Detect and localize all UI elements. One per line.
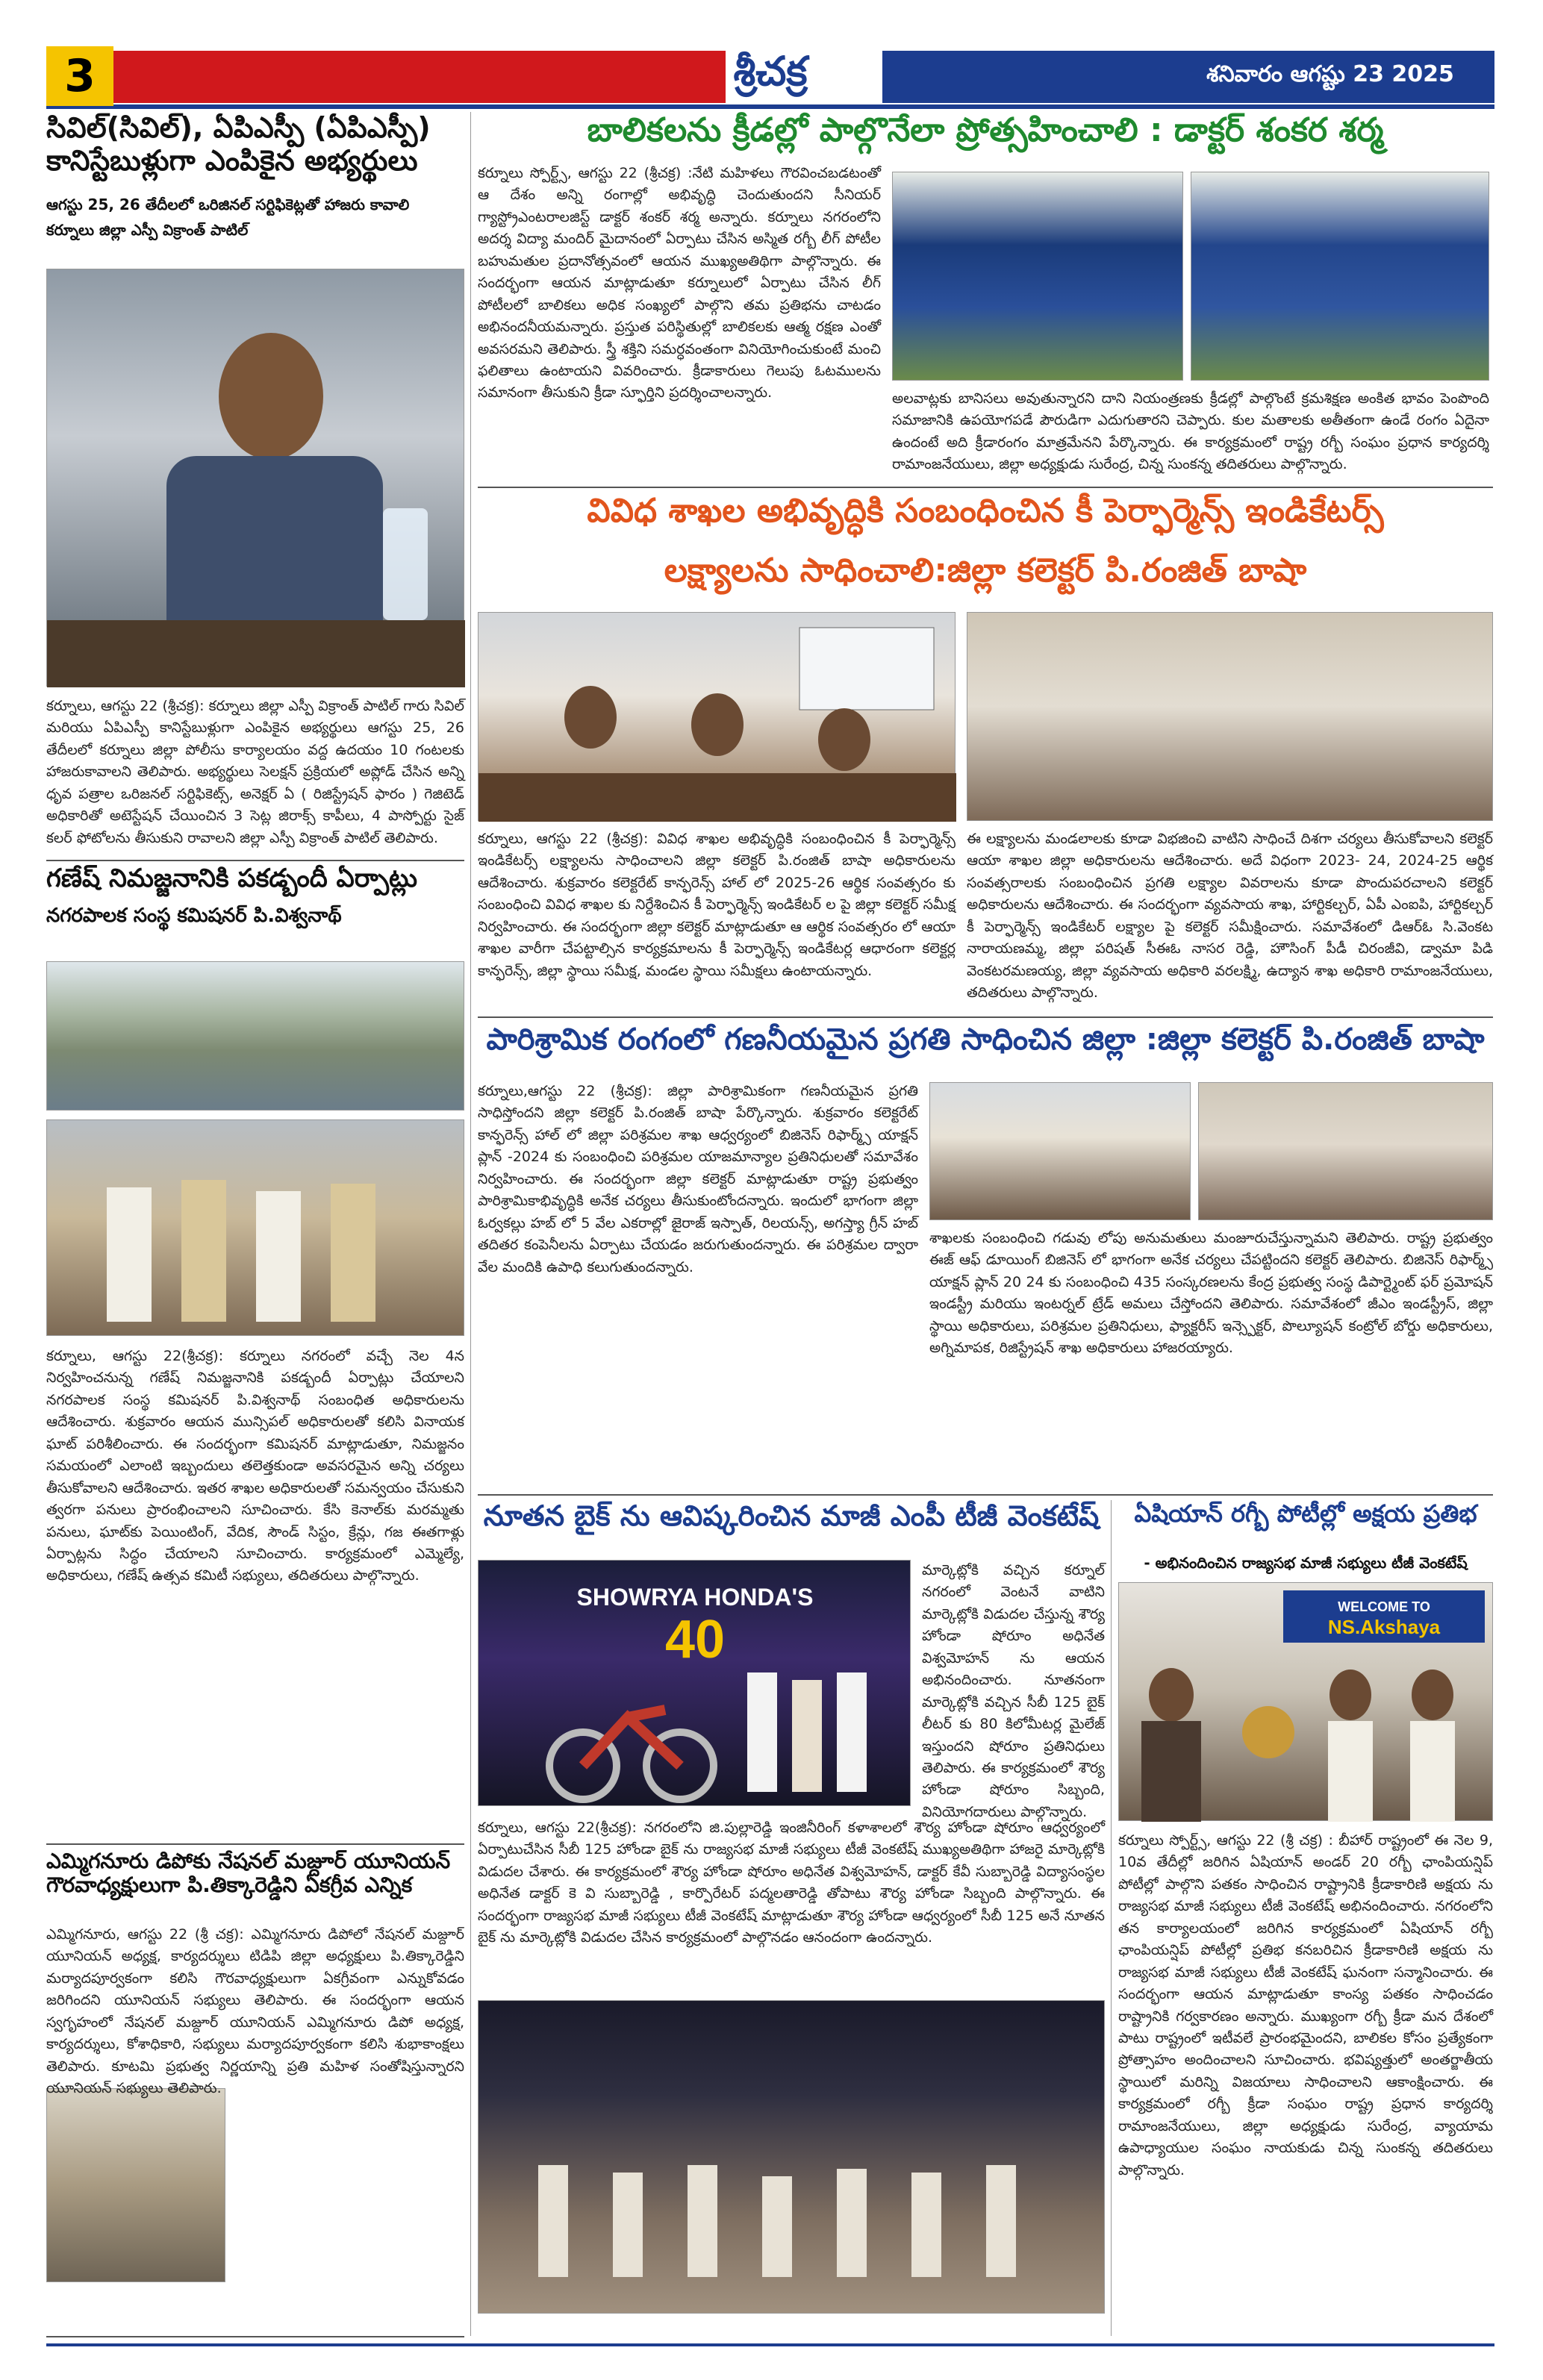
industrial-meeting-photo <box>929 1082 1191 1220</box>
union-photo <box>46 2088 225 2282</box>
masthead-red-band <box>113 51 726 103</box>
divider <box>478 487 1493 488</box>
article-headline-line2: లక్ష్యాలను సాధించాలి:జిల్లా కలెక్టర్ పి.రంజిత్ బాషా <box>664 552 1307 590</box>
article-kpi <box>478 493 1493 1015</box>
inspection-photo <box>46 1119 464 1336</box>
bike-launch-photo <box>478 1560 911 1806</box>
newspaper-logo: శ్రీచక్ర <box>733 47 808 95</box>
article-body-continued: అలవాట్లకు బానిసలు అవుతున్నారని దాని నియంత్రణకు క్రీడల్లో పాల్గొంటే క్రమశిక్షణ అంకిత భావం పెంపొంది సమాజానికి ఉపయోగపడే పౌరుడిగా ఎదుగుతారని చెప్పారు. కుల మతాలకు అతీతంగా ఉండే రంగం ఏదైనా ఉందంటే అది క్రీడారంగం మాత్రమేనని పేర్కొన్నారు. ఈ కార్యక్రమంలో రాష్ట్ర రగ్బీ సంఘం ప్రధాన కార్యదర్శి రామాంజనేయులు, జిల్లా అధ్యక్షుడు సురేంద్ర, చిన్న సుంకన్న తదితరులు పాల్గొన్నారు. <box>892 390 1489 473</box>
article-headline: బాలికలను క్రీడల్లో పాల్గొనేలా ప్రోత్సహించాలి : డాక్టర్ శంకర శర్మ <box>587 111 1384 149</box>
divider <box>478 1494 1493 1496</box>
article-headline: ఏషియాన్ రగ్బీ పోటీల్లో అక్షయ ప్రతిభ <box>1134 1499 1477 1528</box>
article-body: కర్నూలు, ఆగస్టు 22(శ్రీచక్ర): కర్నూలు నగరంలో వచ్చే నెల 4న నిర్వహించనున్న గణేష్ నిమజ్జనానికి పకడ్బందీ ఏర్పాట్లు చేయాలని నగరపాలక సంస్థ కమిషనర్ పి.విశ్వనాథ్ సంబంధిత అధికారులను ఆదేశించారు. శుక్రవారం ఆయన మున్సిపల్ అధికారులతో కలిసి వినాయక ఘాట్ పరిశీలించారు. ఈ సందర్భంగా కమిషనర్ మాట్లాడుతూ, నిమజ్జనం సమయంలో ఎలాంటి ఇబ్బందులు తలెత్తకుండా అవసరమైన అన్ని చర్యలు తీసుకోవాలని ఆదేశించారు. ఇతర శాఖల అధికారులతో సమన్వయం చేసుకుని త్వరగా పనులు ప్రారంభించాలని సూచించారు. కేసి కెనాల్‌కు మరమ్మతు పనులు, ఘాట్‌కు పెయింటింగ్, వేదిక, సౌండ్ సిస్టం, క్రేన్లు, గజ ఈతగాళ్లు ఏర్పాట్లను సిద్ధం చేయాలని సూచించారు. కార్యక్రమంలో ఎమ్మెల్యే, అధికారులు, గణేష్ ఉత్సవ కమిటీ సభ్యులు, తదితరులు పాల్గొన్నారు. <box>46 1348 464 1584</box>
article-rugby-akshaya <box>1118 1500 1493 2336</box>
rugby-team-photo <box>892 172 1183 381</box>
column-separator <box>470 112 471 2336</box>
rugby-award-photo <box>1191 172 1489 381</box>
article-body-continued: ఈ లక్ష్యాలను మండలాలకు కూడా విభజించి వాటిని సాధించే దిశగా చర్యలు తీసుకోవాలని కలెక్టర్ ఆయా శాఖల జిల్లా అధికారులను ఆదేశించారు. అదే విధంగా 2023- 24, 2024-25 ఆర్థిక సంవత్సరాలకు సంబంధించిన ప్రగతి లక్ష్యాల వివరాలను కూడా పొందుపరచాలని కలెక్టర్ అధికారులను ఆదేశించారు. ఈ సందర్భంగా వ్యవసాయ శాఖ, హార్టికల్చర్, ఏపీ ఎంఐపి, హార్టికల్చర్ కీ పెర్ఫార్మెన్స్ ఇండికేటర్ లక్ష్యాల పై కలెక్టర్ సమీక్షించారు. సమావేశంలో డిఆర్ఓ సి.వెంకట నారాయణమ్మ, జిల్లా పరిషత్ సీఈఓ నాసర రెడ్డి, హౌసింగ్ పీడీ చిరంజీవి, డ్వామా పిడి వెంకటరమణయ్య, జిల్లా వ్యవసాయ అధికారి వరలక్ష్మి, ఉద్యాన శాఖ అధికారి రామాంజనేయులు, తదితరులు పాల్గొన్నారు. <box>967 831 1493 1002</box>
divider <box>46 860 464 861</box>
article-subhead: - అభినందించిన రాజ్యసభ మాజీ సభ్యులు టీజీ వెంకటేష్ <box>1144 1554 1468 1572</box>
article-union <box>46 1849 464 2334</box>
article-body: కర్నూలు స్పోర్ట్స్, ఆగస్టు 22 (శ్రీచక్ర) :నేటి మహిళలు గౌరవించబడటంతో ఆ దేశం అన్ని రంగాల్లో అభివృద్ధి చెందుతుందని సీనియర్ గ్యాస్ట్రోఎంటరాలజిస్ట్ డాక్టర్ శంకర్ శర్మ అన్నారు. కర్నూలు నగరంలోని అదర్శ విద్యా మందిర్ మైదానంలో ఏర్పాటు చేసిన అస్మిత రగ్బీ లీగ్ పోటీల బహుమతుల ప్రదానోత్సవంలో ఆయన ముఖ్యఅతిథిగా పాల్గొన్నారు. ఈ సందర్భంగా ఆయన మాట్లాడుతూ కర్నూలులో ఏర్పాటు చేసిన లీగ్ పోటీలలో బాలికలు అధిక సంఖ్యలో పాల్గొని తమ ప్రతిభను చాటడం అభినందనీయమన్నారు. ప్రస్తుత పరిస్థితుల్లో బాలికలకు ఆత్మ రక్షణ ఎంతో అవసరమని తెలిపారు. స్త్రీ శక్తిని సమర్ధవంతంగా వినియోగించుకుంటే మంచి ఫలితాలు ఉంటాయని వివరించారు. క్రీడాకారులు గెలుపు ఓటములను సమానంగా తీసుకుని క్రీడా స్ఫూర్తిని ప్రదర్శించాలన్నారు. <box>478 165 881 402</box>
masthead <box>46 46 1494 109</box>
footer-rule <box>46 2343 1494 2346</box>
welcome-banner-name: NS.Akshaya <box>1327 1616 1441 1638</box>
industrial-hall-photo <box>1198 1082 1493 1220</box>
article-body: ఎమ్మిగనూరు, ఆగస్టు 22 (శ్రీ చక్ర): ఎమ్మిగనూరు డిపోలో నేషనల్ మజ్దూర్ యూనియన్ అధ్యక్ష, కార్యదర్శులు టిడిపి జిల్లా అధ్యక్షులు పి.తిక్కారెడ్డిని మర్యాదపూర్వకంగా కలిసి గౌరవాధ్యక్షులుగా ఏకగ్రీవంగా ఎన్నుకోవడం జరిగిందని యూనియన్ సభ్యులు తెలిపారు. ఈ సందర్భంగా ఆయన స్వగృహంలో నేషనల్ మజ్దూర్ యూనియన్ ఎమ్మిగనూరు డిపో అధ్యక్ష, కార్యదర్శులు, కోశాధికారి, సభ్యులు మర్యాదపూర్వకంగా కలిసి శుభాకాంక్షలు తెలిపారు. కూటమి ప్రభుత్వ నిర్ణయాన్ని ప్రతి మహిళ సంతోషిస్తున్నారని యూనియన్ సభ్యులు తెలిపారు. <box>46 1926 464 2097</box>
issue-date: శనివారం ఆగష్టు 23 2025 <box>1206 61 1454 87</box>
article-headline-line1: వివిధ శాఖల అభివృద్ధికి సంబంధించిన కీ పెర్ఫార్మెన్స్ ఇండికేటర్స్ <box>587 492 1384 530</box>
felicitation-photo <box>1118 1582 1493 1821</box>
article-girls-sports <box>478 112 1493 485</box>
article-body: కర్నూలు, ఆగస్టు 22 (శ్రీచక్ర): వివిధ శాఖల అభివృద్ధికి సంబంధించిన కీ పెర్ఫార్మెన్స్ ఇండికేటర్స్ లక్ష్యాలను సాధించాలని జిల్లా కలెక్టర్ పి.రంజిత్ బాషా అధికారులను ఆదేశించారు. శుక్రవారం కలెక్టరేట్ కాన్ఫరెన్స్ హాల్ లో 2025-26 ఆర్థిక సంవత్సరం కు సంబంధించి వివిధ శాఖల కు నిర్దేశించిన కీ పెర్ఫార్మెన్స్ ఇండికేటర్ ల పై జిల్లా కలెక్టర్ సమీక్ష నిర్వహించారు. ఈ సందర్భంగా జిల్లా కలెక్టర్ మాట్లాడుతూ ఆ ఆర్థిక సంవత్సరం లో ఆయా శాఖల వారీగా చేపట్టాల్సిన కార్యక్రమాలను కీ పెర్ఫార్మెన్స్ ఇండికేటర్ల ఆధారంగా కలెక్టర్ల కాన్ఫరెన్స్, జిల్లా స్థాయి సమీక్ష, మండల స్థాయి సమీక్షలు ఉంటాయన్నారు. <box>478 831 956 979</box>
kpi-hall-photo <box>967 612 1493 821</box>
divider <box>478 1016 1493 1018</box>
article-ganesh <box>46 864 464 1842</box>
welcome-banner-text: WELCOME TO <box>1338 1599 1430 1614</box>
bike-banner-text: SHOWRYA HONDA'S <box>576 1584 814 1611</box>
column-separator <box>1111 1500 1112 2336</box>
article-body: కర్నూలు, ఆగస్టు 22(శ్రీచక్ర): నగరంలోని జి.పుల్లారెడ్డి ఇంజినీరింగ్ కళాశాలలో శౌర్య హోండా షోరూం ఆధ్వర్యంలో ఏర్పాటుచేసిన సీబీ 125 హోండా బైక్ ను రాజ్యసభ మాజీ సభ్యులు టీజీ వెంకటేష్ ముఖ్యఅతిథిగా హాజరై మార్కెట్లోకి విడుదల చేశారు. ఈ కార్యక్రమంలో శౌర్య హోండా షోరూం అధినేత విశ్వమోహన్, డాక్టర్ కేవీ సుబ్బారెడ్డి విద్యాసంస్థల అధినేత డాక్టర్ కె వి సుబ్బారెడ్డి , కార్పొరేటర్ పద్మలతారెడ్డి తోపాటు శౌర్య హోండా సిబ్బంది పాల్గొన్నారు. ఈ సందర్భంగా రాజ్యసభ మాజీ సభ్యులు టీజీ వెంకటేష్ మాట్లాడుతూ శౌర్య హోండా ఆధ్వర్యంలో సీబీ 125 అనే నూతన బైక్ ను మార్కెట్లోకి విడుదల చేసిన కార్యక్రమంలో పాల్గొనడం ఆనందంగా ఉందన్నారు. <box>478 1820 1105 1946</box>
article-headline: పారిశ్రామిక రంగంలో గణనీయమైన ప్రగతి సాధించిన జిల్లా :జిల్లా కలెక్టర్ పి.రంజిత్ బాషా <box>486 1022 1485 1057</box>
article-civil-police <box>46 112 464 858</box>
river-ghat-photo <box>46 961 464 1111</box>
article-byline: కర్నూలు జిల్లా ఎస్పీ విక్రాంత్ పాటిల్ <box>46 221 249 239</box>
article-bike <box>478 1500 1105 2336</box>
article-body-side: మార్కెట్లోకి వచ్చిన కర్నూల్ నగరంలో వెంటనే వాటిని మార్కెట్లోకి విడుదల చేస్తున్న శౌర్య హోండా షోరూం అధినేత విశ్వమోహన్ ను ఆయన అభినందించారు. నూతనంగా మార్కెట్లోకి వచ్చిన సీబీ 125 బైక్ లీటర్ కు 80 కిలోమీటర్ల మైలేజ్ ఇస్తుందని షోరూం ప్రతినిధులు తెలిపారు. ఈ కార్యక్రమంలో శౌర్య హోండా షోరూం సిబ్బంది, వినియోగదారులు పాల్గొన్నారు. <box>922 1562 1105 1820</box>
article-industrial <box>478 1022 1493 1493</box>
kpi-meeting-photo <box>478 612 956 821</box>
article-headline: ఎమ్మిగనూరు డిపోకు నేషనల్ మజ్దూర్ యూనియన్ గౌరవాధ్యక్షులుగా పి.తిక్కారెడ్డిని ఏకగ్రీవ ఎన్నిక <box>46 1849 451 1898</box>
article-body: కర్నూలు స్పోర్ట్స్, ఆగస్టు 22 (శ్రీ చక్ర) : బీహార్ రాష్ట్రంలో ఈ నెల 9, 10వ తేదీల్లో జరిగిన ఏషియాన్ అండర్ 20 రగ్బీ ఛాంపియన్షిప్ పోటీల్లో పాల్గొని పతకం సాధించిన రాష్ట్రానికి క్రీడాకారిణి అక్షయ ను రాజ్యసభ మాజీ సభ్యులు టీజీ వెంకటేష్ అభినందించారు. నగరంలోని తన కార్యాలయంలో జరిగిన కార్యక్రమంలో ఏషియాన్ రగ్బీ ఛాంపియన్షిప్ పోటీల్లో ప్రతిభ కనబరిచిన క్రీడాకారిణి అక్షయ ను రాజ్యసభ మాజీ సభ్యులు టీజీ వెంకటేష్ ఘనంగా సన్మానించారు. ఈ సందర్భంగా ఆయన మాట్లాడుతూ కాంస్య పతకం సాధించడం రాష్ట్రానికి గర్వకారణం అన్నారు. ముఖ్యంగా రగ్బీ క్రీడా మన దేశంలో పాటు రాష్ట్రంలో ఇటీవలే ప్రారంభమైందని, బాలికల కోసం ప్రత్యేకంగా ప్రోత్సాహం అందించాలని సూచించారు. భవిష్యత్తులో అంతర్జాతీయ స్థాయిలో మరిన్ని విజయాలు సాధించాలని ఆకాంక్షించారు. ఈ కార్యక్రమంలో రగ్బీ క్రీడా సంఘం రాష్ట్ర ప్రధాన కార్యదర్శి రామాంజనేయులు, జిల్లా అధ్యక్షుడు సురేంద్ర, వ్యాయామ ఉపాధ్యాయుల సంఘం నాయకుడు చిన్న సుంకన్న తదితరులు పాల్గొన్నారు. <box>1118 1832 1493 2178</box>
bike-banner-number: 40 <box>664 1610 726 1670</box>
page-number: 3 <box>46 46 113 106</box>
article-body: కర్నూలు,ఆగస్టు 22 (శ్రీచక్ర): జిల్లా పారిశ్రామికంగా గణనీయమైన ప్రగతి సాధిస్తోందని జిల్లా కలెక్టర్ పి.రంజిత్ బాషా పేర్కొన్నారు. శుక్రవారం కలెక్టరేట్ కాన్ఫరెన్స్ హాల్ లో జిల్లా పరిశ్రమల శాఖ ఆధ్వర్యంలో బిజినెస్ రిఫార్మ్స్ యాక్షన్ ప్లాన్ -2024 కు సంబంధించి పరిశ్రమల యాజమాన్యాల ప్రతినిధులతో సమావేశం నిర్వహించారు. ఈ సందర్భంగా జిల్లా కలెక్టర్ మాట్లాడుతూ రాష్ట్ర ప్రభుత్వం పారిశ్రామికాభివృద్ధికి అనేక చర్యలు తీసుకుంటోందన్నారు. ఇందులో భాగంగా జిల్లా ఓర్వకల్లు హబ్ లో 5 వేల ఎకరాల్లో జైరాజ్ ఇస్పాత్, రిలయన్స్, అగస్త్యా గ్రీన్ హబ్ తదితర కంపెనీలను ఏర్పాటు చేయడం జరుగుతుందన్నారు. ఈ పరిశ్రమల ద్వారా వేల మందికి ఉపాధి కలుగుతుందన్నారు. <box>478 1083 918 1275</box>
divider <box>46 2336 464 2337</box>
article-headline: నూతన బైక్ ను ఆవిష్కరించిన మాజీ ఎంపీ టీజీ వెంకటేష్ <box>483 1499 1100 1532</box>
article-byline: నగరపాలక సంస్థ కమిషనర్ పి.విశ్వనాథ్ <box>46 905 342 927</box>
article-body: కర్నూలు, ఆగస్టు 22 (శ్రీచక్ర): కర్నూలు జిల్లా ఎస్పీ విక్రాంత్ పాటిల్ గారు సివిల్ మరియు ఏపిఎస్పీ కానిస్టేబుళ్లుగా ఎంపికైన అభ్యర్థులు ఆగస్టు 25, 26 తేదీలలో కర్నూలు జిల్లా పోలీసు కార్యాలయం వద్ద ఉదయం 10 గంటలకు హాజరుకావాలని తెలిపారు. అభ్యర్థులు సెలక్షన్ ప్రక్రియలో అప్లోడ్ చేసిన అన్ని ధృవ పత్రాల ఒరిజనల్ సర్టిఫికెట్స్, అనెక్షర్ ఏ ( రిజిస్ట్రేషన్ ఫారం ) గెజిటెడ్ అధికారితో అటెస్టేషన్ చేయించిన 3 సెట్ల జిరాక్స్ కాపీలు, 4 పాస్పోర్టు సైజ్ కలర్ ఫోటోలను తీసుకుని రావాలని జిల్లా ఎస్పీ విక్రాంత్ పాటిల్ తెలిపారు. <box>46 698 464 846</box>
sp-photo <box>46 269 464 687</box>
audience-photo <box>478 2000 1105 2314</box>
divider <box>46 1843 464 1845</box>
article-subhead: ఆగస్టు 25, 26 తేదీలలో ఒరిజినల్ సర్టిఫికెట్లతో హాజరు కావాలి <box>46 196 410 213</box>
article-body-continued: శాఖలకు సంబంధించి గడువు లోపు అనుమతులు మంజూరుచేస్తున్నామని తెలిపారు. రాష్ట్ర ప్రభుత్వం ఈజ్ ఆఫ్ డూయింగ్ బిజినెస్ లో భాగంగా అనేక చర్యలు చేపట్టిందని కలెక్టర్ తెలిపారు. బిజినెస్ రిఫార్మ్స్ యాక్షన్ ప్లాన్ 20 24 కు సంబంధించి 435 సంస్కరణలను కేంద్ర ప్రభుత్వ సంస్థ డిపార్ట్మెంట్ ఫర్ ప్రమోషన్ ఇండస్ట్రీ మరియు ఇంటర్నల్ ట్రేడ్ అమలు చేస్తోందని తెలిపారు. సమావేశంలో జీఎం ఇండస్ట్రీస్, జిల్లా స్థాయి అధికారులు, పరిశ్రమల ప్రతినిధులు, ఫ్యాక్టరీస్ ఇన్స్పెక్టర్, పొల్యూషన్ కంట్రోల్ బోర్డు అధికారులు, అగ్నిమాపక, రిజిస్ట్రేషన్ శాఖ అధికారులు హాజరయ్యారు. <box>929 1230 1493 1357</box>
article-headline: గణేష్ నిమజ్జనానికి పకడ్బందీ ఏర్పాట్లు <box>46 863 418 893</box>
article-headline: సివిల్(సివిల్), ఏపిఎస్పీ (ఏపిఎస్పీ) కానిస్టేబుళ్లుగా ఎంపికైన అభ్యర్థులు <box>46 111 431 177</box>
